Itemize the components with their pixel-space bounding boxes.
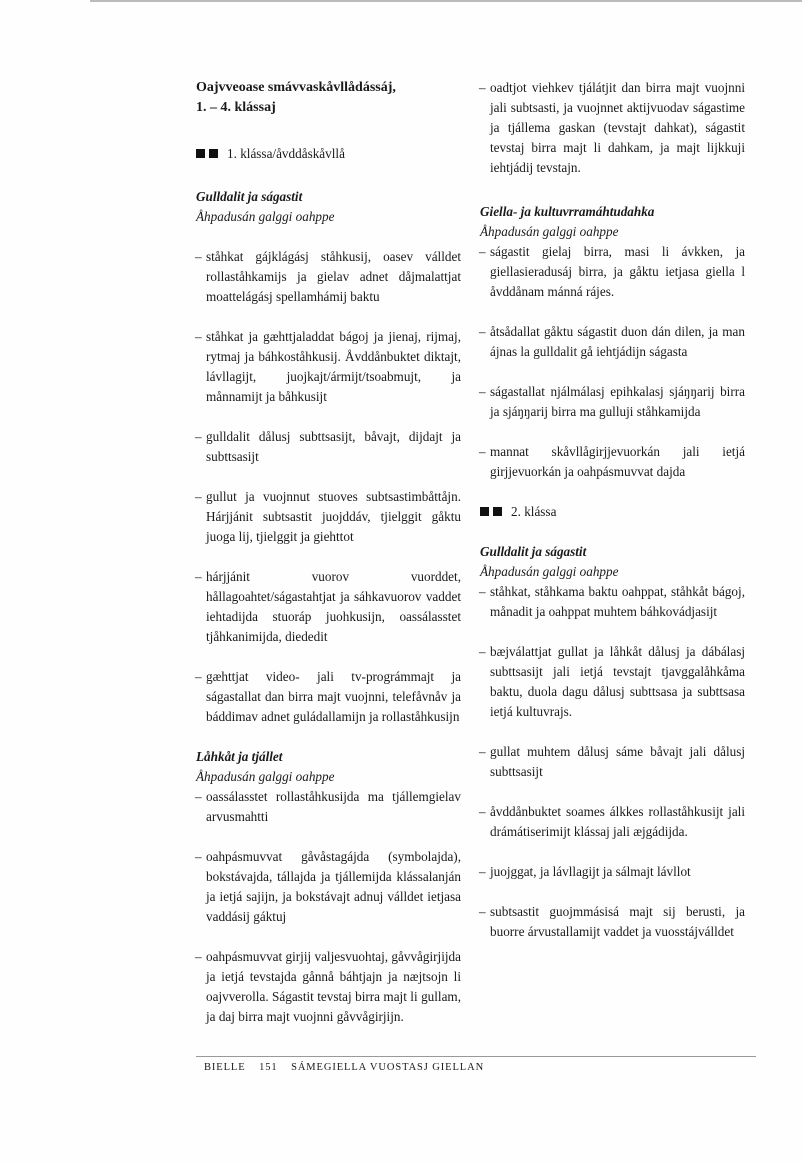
page-footer [204, 1062, 494, 1073]
title-line-2: 1. – 4. klássaj [196, 100, 276, 115]
list-item: – gullat muhtem dålusj sáme båvajt jali dålusj subttsasijt [480, 742, 745, 782]
list-item: – ståhkat gájklágásj ståhkusij, oasev válldet rollaståhkamijs ja gielav adnet dåjmalattjat moattelágásj spellamhámij baktu [196, 247, 461, 307]
top-rule [90, 0, 802, 2]
list-item: – ságastit gielaj birra, masi li ávkken, ja giellasieradusáj birra, ja gåktu ietjasa giella l åvddånam mánná rájes. [480, 242, 745, 302]
list-item: – oassálasstet rollaståhkusijda ma tjállemgielav arvusmahtti [196, 787, 461, 827]
list-item: – subtsastit guojmmásisá majt sij berusti, ja buorre árvustallamijt vaddet ja vuosstájválldet [480, 902, 745, 942]
section-heading: Giella- ja kultuvrramáhtudahka [480, 204, 655, 219]
title-line-1: Oajvveoase smávvaskåvllådássáj, [196, 80, 396, 95]
class-heading-label: 2. klássa [511, 504, 557, 519]
section-goal: Åhpadusán galggi oahppe [196, 769, 335, 784]
footer-rule [196, 1056, 756, 1057]
list-item: – oahpásmuvvat girjij valjesvuohtaj, gåvvågirjijda ja ietjá tevstajda gånnå báhtjajn ja næjtsojn li oajvverolla. Ságastit tevstaj birra majt li gullam, ja daj birra majt vuojnni gåvvågirjijn. [196, 947, 461, 1027]
list-item: – ståhkat, ståhkama baktu oahppat, ståhkåt bágoj, månadit ja oahppat muhtem báhkovádjasijt [480, 582, 745, 622]
list-item: – ståhkat ja gæhttjaladdat bágoj ja jienaj, rijmaj, rytmaj ja báhkoståhkusij. Åvddånbuktet diktajt, lávllagijt, juojkajt/ármijt/tsoabmujt, ja månnamijt ja båhkusijt [196, 327, 461, 407]
class-heading-label: 1. klássa/åvddåskåvllå [227, 146, 345, 161]
section-goal: Åhpadusán galggi oahppe [196, 209, 335, 224]
list-item: – gæhttjat video- jali tv-prográmmajt ja ságastallat dan birra majt vuojnni, telefåvnåv ja báddimav adnet guládallamijn ja rollaståhkusijn [196, 667, 461, 727]
list-item: – hárjjánit vuorov vuorddet, hållagoahtet/ságastahtjat ja sáhkavuorov vaddet iehtadijda stuoráp juohkusijn, oassálasstet tjåhkanimijda, diededit [196, 567, 461, 647]
square-bullet-icon [493, 507, 502, 516]
right-column [480, 78, 745, 962]
list-item: – bæjválattjat gullat ja låhkåt dålusj ja dábálasj subttsasijt jali ietjá tevstajt tjavggalåhkåma baktu, duola dagu dålusj subttsasa ja subttsasa ietjá kultuvrajs. [480, 642, 745, 722]
list-item: – åvddånbuktet soames álkkes rollaståhkusijt jali drámátiserimijt klássaj jali æjgádijda. [480, 802, 745, 842]
list-item: – åtsådallat gåktu ságastit duon dán dilen, ja man ájnas la gulldalit gå iehtjádijn ságasta [480, 322, 745, 362]
left-column [196, 78, 461, 1047]
section-heading: Gulldalit ja ságastit [196, 189, 303, 204]
running-title: SÁMEGIELLA VUOSTASJ GIELLAN [291, 1062, 485, 1073]
journal-name: BIELLE [204, 1062, 246, 1073]
section-heading: Låhkåt ja tjállet [196, 749, 283, 764]
list-item: – mannat skåvllågirjjevuorkán jali ietjá girjjevuorkán ja oahpásmuvvat dajda [480, 442, 745, 482]
class-heading-2 [480, 502, 745, 522]
list-item: – gullut ja vuojnnut stuoves subtsastimbåttåjn. Hárjjánit subtsastit juojddáv, tjielggit gåktu juoga lij, tjielggit ja giehttot [196, 487, 461, 547]
section-heading: Gulldalit ja ságastit [480, 544, 587, 559]
square-bullet-icon [209, 149, 218, 158]
square-bullet-icon [480, 507, 489, 516]
list-item: – gulldalit dålusj subttsasijt, båvajt, dijdajt ja subttsasijt [196, 427, 461, 467]
list-item: – ságastallat njálmálasj epihkalasj sjáŋŋarij birra ja sjáŋŋarij birra ma gulluji ståhkamijda [480, 382, 745, 422]
page-title [196, 78, 461, 118]
list-item: – oahpásmuvvat gåvåstagájda (symbolajda), bokstávajda, tállajda ja tjállemijda klássalanján ja ietjá sajijn, ja bokstávajt adnuj válldet ietjasa vaddásij gáktuj [196, 847, 461, 927]
section-goal: Åhpadusán galggi oahppe [480, 224, 619, 239]
page-number: 151 [259, 1062, 278, 1073]
square-bullet-icon [196, 149, 205, 158]
list-item: – juojggat, ja lávllagijt ja sálmajt lávllot [480, 862, 745, 882]
section-goal: Åhpadusán galggi oahppe [480, 564, 619, 579]
list-item: – oadtjot viehkev tjálátjit dan birra majt vuojnni jali subtsasti, ja vuojnnet aktijvuodav ságastime ja tjállema gaskan (tevstajt dahkat), ságastit tevstaj birra majt li dahkam, ja majt lijkkuji iehtjádij tevstajn. [480, 78, 745, 178]
class-heading-1 [196, 144, 461, 164]
